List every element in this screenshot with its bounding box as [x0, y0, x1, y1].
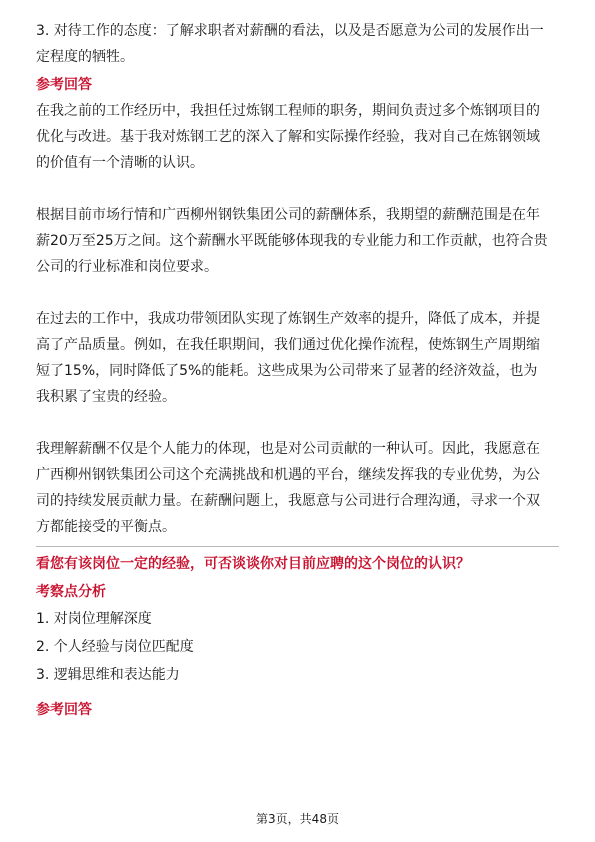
paragraph-line: 方都能接受的平衡点。 [36, 519, 176, 535]
page-number: 第3页，共48页 [256, 812, 339, 826]
answer-paragraph-1 [36, 98, 559, 176]
answer-paragraph-2 [36, 202, 559, 280]
answer-heading: 参考回答 [36, 77, 92, 93]
item-3-line-2: 定程度的牺牲。 [36, 49, 134, 65]
document-page [36, 18, 559, 723]
paragraph-line: 我理解薪酬不仅是个人能力的体现，也是对公司贡献的一种认可。因此，我愿意在 [36, 441, 540, 457]
paragraph-line: 根据目前市场行情和广西柳州钢铁集团公司的薪酬体系，我期望的薪酬范围是在年 [36, 207, 540, 223]
item-3-line-1: 3. 对待工作的态度：了解求职者对薪酬的看法，以及是否愿意为公司的发展作出一 [36, 23, 544, 39]
answer-heading-next: 参考回答 [36, 702, 92, 718]
paragraph-gap [36, 410, 559, 436]
item-3 [36, 18, 559, 70]
analysis-heading: 考察点分析 [36, 584, 106, 600]
section-divider [36, 546, 559, 547]
paragraph-gap [36, 280, 559, 306]
paragraph-line: 我积累了宝贵的经验。 [36, 389, 176, 405]
list-item: 1. 对岗位理解深度 [36, 611, 152, 627]
paragraph-line: 薪20万至25万之间。这个薪酬水平既能够体现我的专业能力和工作贡献，也符合贵 [36, 233, 548, 249]
interview-question: 看您有该岗位一定的经验，可否谈谈你对目前应聘的这个岗位的认识？ [36, 556, 470, 572]
paragraph-line: 高了产品质量。例如，在我任职期间，我们通过优化操作流程，使炼钢生产周期缩 [36, 337, 540, 353]
paragraph-line: 司的持续发展贡献力量。在薪酬问题上，我愿意与公司进行合理沟通，寻求一个双 [36, 493, 540, 509]
paragraph-line: 优化与改进。基于我对炼钢工艺的深入了解和实际操作经验，我对自己在炼钢领域 [36, 129, 540, 145]
paragraph-gap [36, 176, 559, 202]
list-item: 3. 逻辑思维和表达能力 [36, 667, 180, 683]
paragraph-line: 公司的行业标准和岗位要求。 [36, 259, 218, 275]
paragraph-line: 在我之前的工作经历中，我担任过炼钢工程师的职务，期间负责过多个炼钢项目的 [36, 103, 540, 119]
paragraph-line: 短了15%，同时降低了5%的能耗。这些成果为公司带来了显著的经济效益，也为 [36, 363, 538, 379]
answer-paragraph-4 [36, 436, 559, 540]
paragraph-line: 广西柳州钢铁集团公司这个充满挑战和机遇的平台，继续发挥我的专业优势，为公 [36, 467, 540, 483]
answer-paragraph-3 [36, 306, 559, 410]
analysis-points [36, 605, 559, 689]
list-item: 2. 个人经验与岗位匹配度 [36, 639, 194, 655]
paragraph-line: 在过去的工作中，我成功带领团队实现了炼钢生产效率的提升，降低了成本，并提 [36, 311, 540, 327]
paragraph-line: 的价值有一个清晰的认识。 [36, 155, 204, 171]
